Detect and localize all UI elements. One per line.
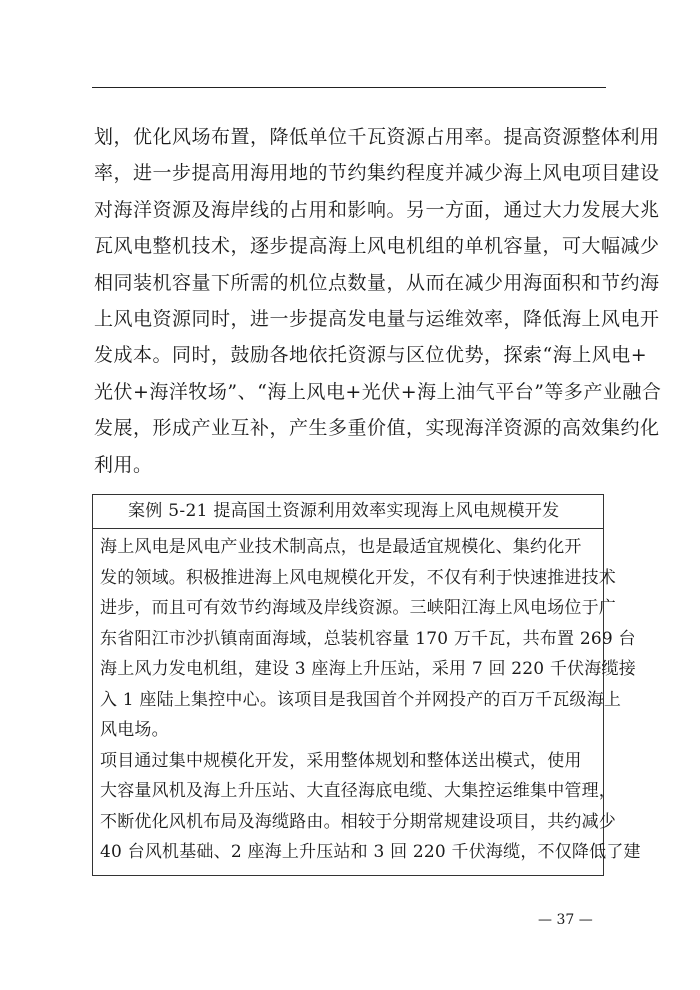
case-line: 入 1 座陆上集控中心。该项目是我国首个并网投产的百万千瓦级海上 bbox=[100, 689, 622, 710]
case-line: 大容量风机及海上升压站、大直径海底电缆、大集控运维集中管理， bbox=[100, 781, 616, 801]
case-line: 风电场。 bbox=[100, 720, 169, 740]
body-line: 对海洋资源及海岸线的占用和影响。另一方面，通过大力发展大兆 bbox=[94, 198, 660, 221]
body-line: 光伏+海洋牧场”、“海上风电+光伏+海上油气平台”等多产业融合 bbox=[94, 380, 662, 403]
body-line: 利用。 bbox=[94, 453, 153, 476]
case-line: 项目通过集中规模化开发，采用整体规划和整体送出模式，使用 bbox=[100, 750, 582, 771]
case-line: 发的领域。积极推进海上风电规模化开发，不仅有利于快速推进技术 bbox=[100, 567, 616, 588]
case-line: 海上风力发电机组，建设 3 座海上升压站，采用 7 回 220 千伏海缆接 bbox=[100, 659, 636, 679]
case-line: 海上风电是风电产业技术制高点，也是最适宜规模化、集约化开 bbox=[100, 537, 582, 557]
header-rule bbox=[92, 87, 606, 88]
body-line: 划，优化风场布置，降低单位千瓦资源占用率。提高资源整体利用 bbox=[94, 126, 660, 148]
case-study-box bbox=[92, 494, 641, 876]
body-line: 发展，形成产业互补，产生多重价值，实现海洋资源的高效集约化 bbox=[94, 417, 660, 440]
body-line: 相同装机容量下所需的机位点数量，从而在减少用海面积和节约海 bbox=[94, 271, 660, 294]
case-study-title: 案例 5-21 提高国土资源利用效率实现海上风电规模开发 bbox=[93, 495, 603, 529]
case-line: 40 台风机基础、2 座海上升压站和 3 回 220 千伏海缆，不仅降低了建 bbox=[100, 842, 641, 862]
case-line: 东省阳江市沙扒镇南面海域，总装机容量 170 万千瓦，共布置 269 台 bbox=[100, 628, 636, 649]
body-line: 发成本。同时，鼓励各地依托资源与区位优势，探索“海上风电+ bbox=[94, 344, 648, 367]
body-line: 上风电资源同时，进一步提高发电量与运维效率，降低海上风电开 bbox=[94, 307, 660, 330]
body-line: 率，进一步提高用海用地的节约集约程度并减少海上风电项目建设 bbox=[94, 162, 660, 185]
case-line: 不断优化风机布局及海缆路由。相较于分期常规建设项目，共约减少 bbox=[100, 811, 616, 832]
body-paragraph bbox=[94, 119, 662, 483]
page-number: — 37 — bbox=[538, 912, 593, 928]
case-line: 进步，而且可有效节约海域及岸线资源。三峡阳江海上风电场位于广 bbox=[100, 598, 616, 618]
body-line: 瓦风电整机技术，逐步提高海上风电机组的单机容量，可大幅减少 bbox=[94, 235, 660, 258]
case-study-body bbox=[93, 529, 641, 868]
